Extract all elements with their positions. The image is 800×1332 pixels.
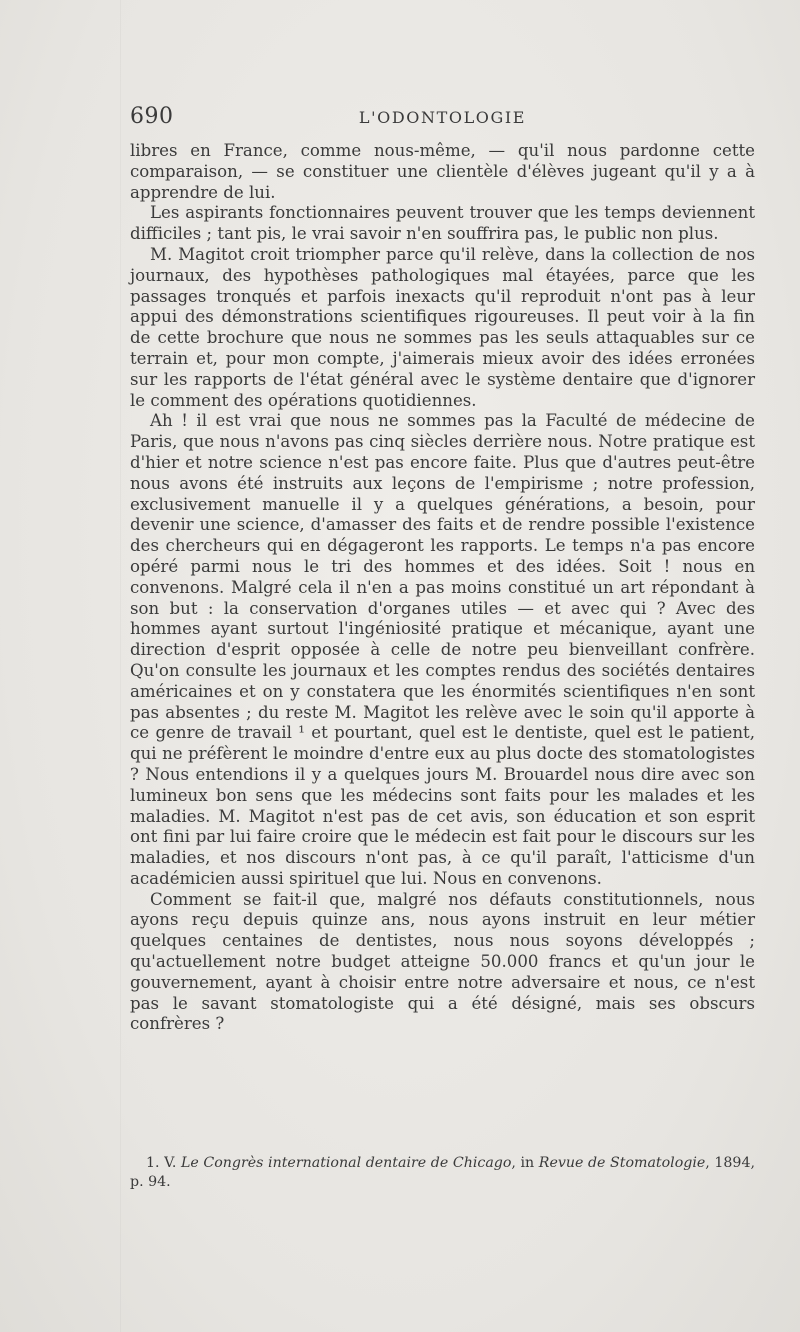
paragraph-3: M. Magitot croit triompher parce qu'il relève, dans la collection de nos journaux, des hypothèses pathologiques mal étayées, parce que les passages tronqués et parfois inexacts qu'il reproduit n'ont pas à leur appui des démonstrations scientifiques rigoureuses. Il peut voir à la fin de cette brochure que nous ne sommes pas les seuls attaquables sur ce terrain et, pour mon compte, j'aimerais mieux avoir des idées erronées sur les rapports de l'état général avec le système dentaire que d'ignorer le comment des opérations quotidiennes. <box>130 244 755 410</box>
page-gutter-shadow <box>120 0 121 1332</box>
footnote-prefix: 1. V. <box>146 1155 181 1171</box>
footnote-middle: , in <box>511 1155 539 1171</box>
footnote-journal: Revue de Stomatologie <box>538 1155 706 1171</box>
footnote <box>130 1154 755 1192</box>
running-title: L'ODONTOLOGIE <box>358 108 527 127</box>
paragraph-5: Comment se fait-il que, malgré nos défauts constitutionnels, nous ayons reçu depuis quinze ans, nous ayons instruit en leur métier quelques centaines de dentistes, nous nous soyons développés ; qu'actuellement notre budget atteigne 50.000 francs et qu'un jour le gouvernement, ayant à choisir entre notre adversaire et nous, ce n'est pas le savant stomatologiste qui a été désigné, mais ses obscurs confrères ? <box>130 889 755 1034</box>
footnote-1 <box>130 1154 755 1192</box>
body-text <box>130 141 755 1035</box>
footnote-title: Le Congrès international dentaire de Chicago <box>180 1155 512 1171</box>
paragraph-2: Les aspirants fonctionnaires peuvent trouver que les temps deviennent difficiles ; tant pis, le vrai savoir n'en souffrira pas, le public non plus. <box>130 203 755 244</box>
page-number: 690 <box>130 104 174 129</box>
paragraph-1: libres en France, comme nous-même, — qu'il nous pardonne cette comparaison, — se constituer une clientèle d'élèves jugeant qu'il y a à apprendre de lui. <box>130 141 755 202</box>
page-header <box>130 104 755 134</box>
footnote-suffix: , 1894, p. 94. <box>130 1155 755 1190</box>
paragraph-4: Ah ! il est vrai que nous ne sommes pas la Faculté de médecine de Paris, que nous n'avons pas cinq siècles derrière nous. Notre pratique est d'hier et notre science n'est pas encore faite. Plus que d'autres peut-être nous avons été instruits aux leçons de l'empirisme ; notre profession, exclusivement manuelle il y a quelques générations, a besoin, pour devenir une science, d'amasser des faits et de rendre possible l'existence des chercheurs qui en dégageront les rapports. Le temps n'a pas encore opéré parmi nous le tri des hommes et des idées. Soit ! nous en convenons. Malgré cela il n'en a pas moins constitué un art répondant à son but : la conservation d'organes utiles — et avec qui ? Avec des hommes ayant surtout l'ingéniosité pratique et mécanique, ayant une direction d'esprit opposée à celle de notre peu bienveillant confrère. Qu'on consulte les journaux et les comptes rendus des sociétés dentaires américaines et on y constatera que les énormités scientifiques n'en sont pas absentes ; du reste M. Magitot les relève avec le soin qu'il apporte à ce genre de travail ¹ et pourtant, quel est le dentiste, quel est le patient, qui ne préfèrent le moindre d'entre eux au plus docte des stomatologistes ? Nous entendions il y a quelques jours M. Brouardel nous dire avec son lumineux bon sens que les médecins sont faits pour les malades et les maladies. M. Magitot n'est pas de cet avis, son éducation et son esprit ont fini par lui faire croire que le médecin est fait pour le discours sur les maladies, et nos discours n'ont pas, à ce qu'il paraît, l'atticisme d'un académicien aussi spirituel que lui. Nous en convenons. <box>130 411 755 888</box>
